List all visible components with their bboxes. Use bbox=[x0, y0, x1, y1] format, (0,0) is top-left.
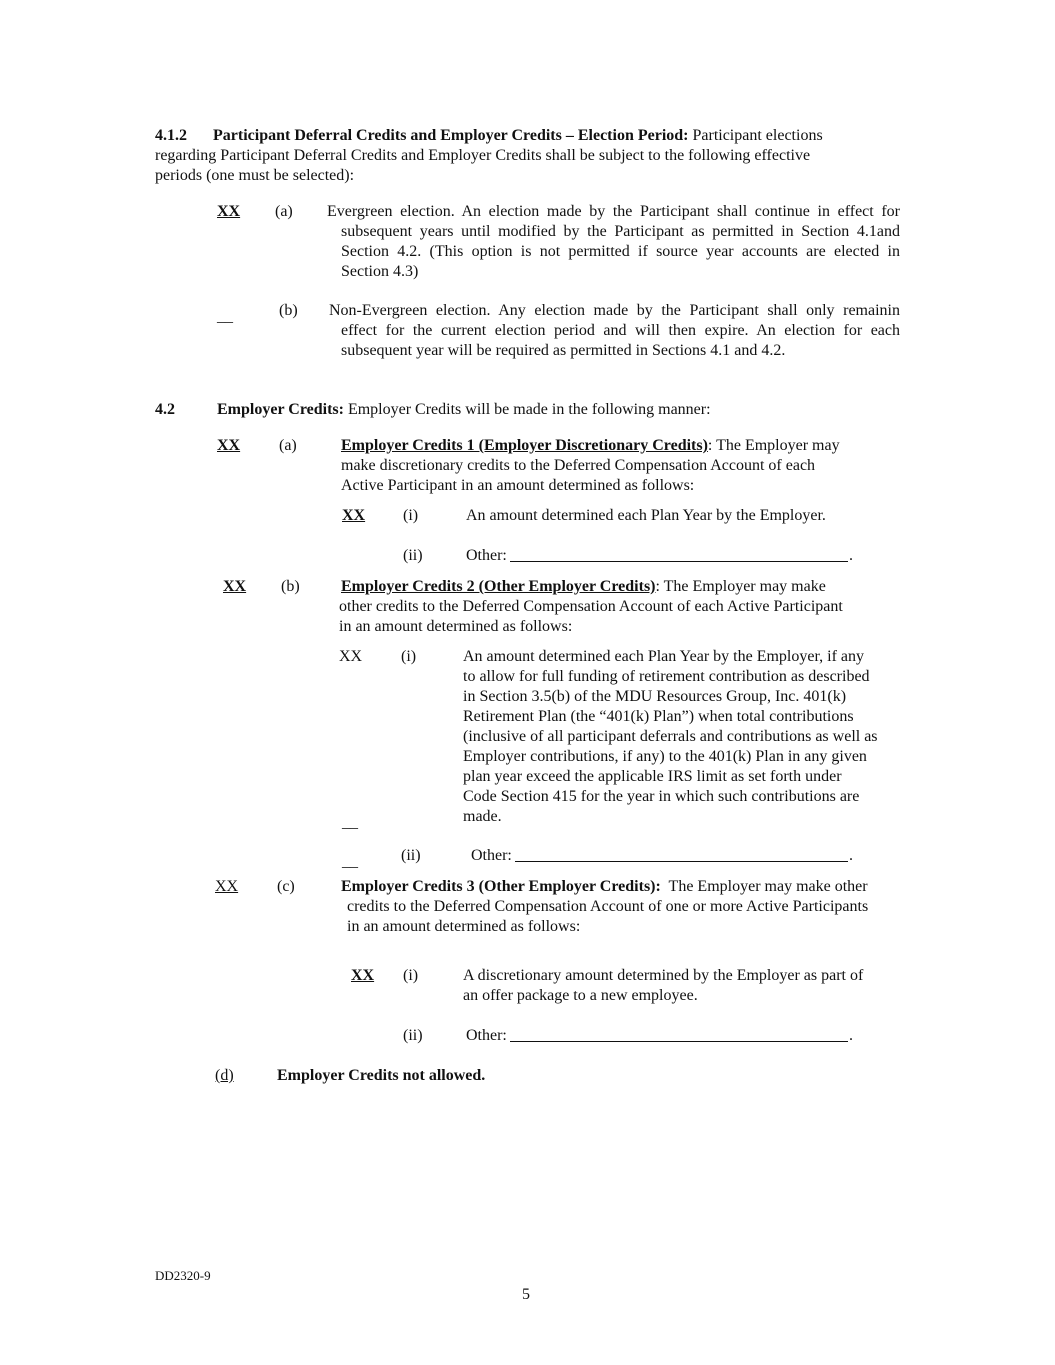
item-title-rest: : The Employer may make bbox=[655, 578, 826, 595]
sub-item-line: Code Section 415 for the year in which such contributions are bbox=[463, 788, 860, 805]
section-intro: Participant elections bbox=[692, 127, 823, 144]
employer-credits-1-line-3: Active Participant in an amount determined as follows: bbox=[341, 477, 695, 494]
employer-credits-2-line-2: other credits to the Deferred Compensation Account of each Active Participant bbox=[339, 598, 843, 615]
section-4-1-2-line-2: regarding Participant Deferral Credits and Employer Credits shall be subject to the following effective bbox=[155, 147, 811, 164]
selection-mark-blank: __ bbox=[217, 308, 233, 325]
item-title-rest: The Employer may make other bbox=[668, 878, 868, 895]
sub-item-line: made. bbox=[463, 808, 502, 825]
section-4-1-2-line-3: periods (one must be selected): bbox=[155, 167, 355, 184]
evergreen-line-1: Evergreen election. An election made by the Participant shall continue in effect for bbox=[327, 203, 900, 220]
selection-mark: XX bbox=[342, 507, 366, 524]
selection-mark: XX bbox=[217, 203, 241, 220]
section-heading: Employer Credits: bbox=[217, 401, 344, 418]
other-fill-line bbox=[510, 1041, 848, 1042]
selection-mark-blank: __ bbox=[342, 814, 358, 831]
other-period: . bbox=[849, 1027, 853, 1044]
employer-credits-2-line-3: in an amount determined as follows: bbox=[339, 618, 573, 635]
sub-item-label: (ii) bbox=[403, 547, 423, 564]
section-number: 4.1.2 bbox=[155, 127, 187, 144]
selection-mark-text: XX bbox=[215, 878, 239, 895]
selection-mark: XX bbox=[339, 648, 363, 665]
section-heading: Participant Deferral Credits and Employer Credits – Election Period: bbox=[213, 127, 689, 144]
item-letter: (b) bbox=[279, 302, 298, 319]
sub-item-line: Employer contributions, if any) to the 401(k) Plan in any given bbox=[463, 748, 867, 765]
non-evergreen-line-2: effect for the current election period and will then expire. An election for each bbox=[341, 322, 900, 339]
employer-credits-1-title-line bbox=[341, 436, 840, 456]
sub-item-line: (inclusive of all participant deferrals and contributions as well as bbox=[463, 728, 878, 745]
sub-item-line: to allow for full funding of retirement contribution as described bbox=[463, 668, 870, 685]
page-number: 5 bbox=[522, 1286, 530, 1303]
sub-item-label: (i) bbox=[403, 507, 419, 524]
item-title: Employer Credits 1 (Employer Discretionary Credits) bbox=[341, 437, 708, 454]
other-fill-line bbox=[510, 561, 848, 562]
sub-item-text: An amount determined each Plan Year by the Employer. bbox=[466, 507, 826, 524]
item-title: Employer Credits 2 (Other Employer Credits) bbox=[341, 578, 656, 595]
sub-item-line: An amount determined each Plan Year by the Employer, if any bbox=[463, 648, 865, 665]
sub-item-label: (i) bbox=[401, 648, 417, 665]
item-letter: (a) bbox=[279, 437, 297, 454]
document-id: DD2320-9 bbox=[155, 1268, 211, 1283]
employer-credits-2-title-line bbox=[341, 577, 826, 597]
sub-item-line: in Section 3.5(b) of the MDU Resources Group, Inc. 401(k) bbox=[463, 688, 847, 705]
item-title-rest: : The Employer may bbox=[707, 437, 840, 454]
other-label: Other: bbox=[471, 847, 512, 864]
other-period: . bbox=[849, 547, 853, 564]
section-intro: Employer Credits will be made in the following manner: bbox=[347, 401, 711, 418]
sub-item-line: A discretionary amount determined by the Employer as part of bbox=[463, 967, 864, 984]
section-4-2-heading-line bbox=[217, 400, 711, 420]
item-letter: (c) bbox=[277, 878, 295, 895]
other-label: Other: bbox=[466, 547, 507, 564]
employer-credits-3-line-3: in an amount determined as follows: bbox=[347, 918, 581, 935]
sub-item-label: (ii) bbox=[401, 847, 421, 864]
other-period: . bbox=[849, 847, 853, 864]
section-number: 4.2 bbox=[155, 401, 175, 418]
selection-mark: XX bbox=[217, 437, 241, 454]
other-label: Other: bbox=[466, 1027, 507, 1044]
selection-mark: XX bbox=[223, 578, 247, 595]
item-letter: (a) bbox=[275, 203, 293, 220]
sub-item-label: (i) bbox=[403, 967, 419, 984]
item-letter: (b) bbox=[281, 578, 300, 595]
evergreen-line-4: Section 4.3) bbox=[341, 263, 419, 280]
evergreen-line-2: subsequent years until modified by the Participant as permitted in Section 4.1and bbox=[341, 223, 900, 240]
employer-credits-1-line-2: make discretionary credits to the Deferred Compensation Account of each bbox=[341, 457, 816, 474]
selection-mark: XX bbox=[351, 967, 375, 984]
selection-mark bbox=[215, 877, 274, 897]
employer-credits-3-line-2: credits to the Deferred Compensation Account of one or more Active Participants bbox=[347, 898, 869, 915]
non-evergreen-line-3: subsequent year will be required as permitted in Sections 4.1 and 4.2. bbox=[341, 342, 786, 359]
sub-item-line: Retirement Plan (the “401(k) Plan”) when total contributions bbox=[463, 708, 854, 725]
sub-item-line: plan year exceed the applicable IRS limit as set forth under bbox=[463, 768, 842, 785]
employer-credits-not-allowed: Employer Credits not allowed. bbox=[277, 1067, 486, 1084]
other-fill-line bbox=[515, 861, 848, 862]
item-title: Employer Credits 3 (Other Employer Credits): bbox=[341, 878, 661, 895]
employer-credits-3-title-line bbox=[341, 877, 868, 897]
evergreen-line-3: Section 4.2. (This option is not permitted if source year accounts are elected in bbox=[341, 243, 900, 260]
non-evergreen-line-1: Non-Evergreen election. Any election made by the Participant shall only remainin bbox=[329, 302, 900, 319]
item-letter: (d) bbox=[215, 1067, 234, 1084]
sub-item-label: (ii) bbox=[403, 1027, 423, 1044]
sub-item-line: an offer package to a new employee. bbox=[463, 987, 698, 1004]
section-4-1-2-line-1 bbox=[155, 126, 823, 146]
selection-mark-blank: __ bbox=[342, 853, 358, 870]
